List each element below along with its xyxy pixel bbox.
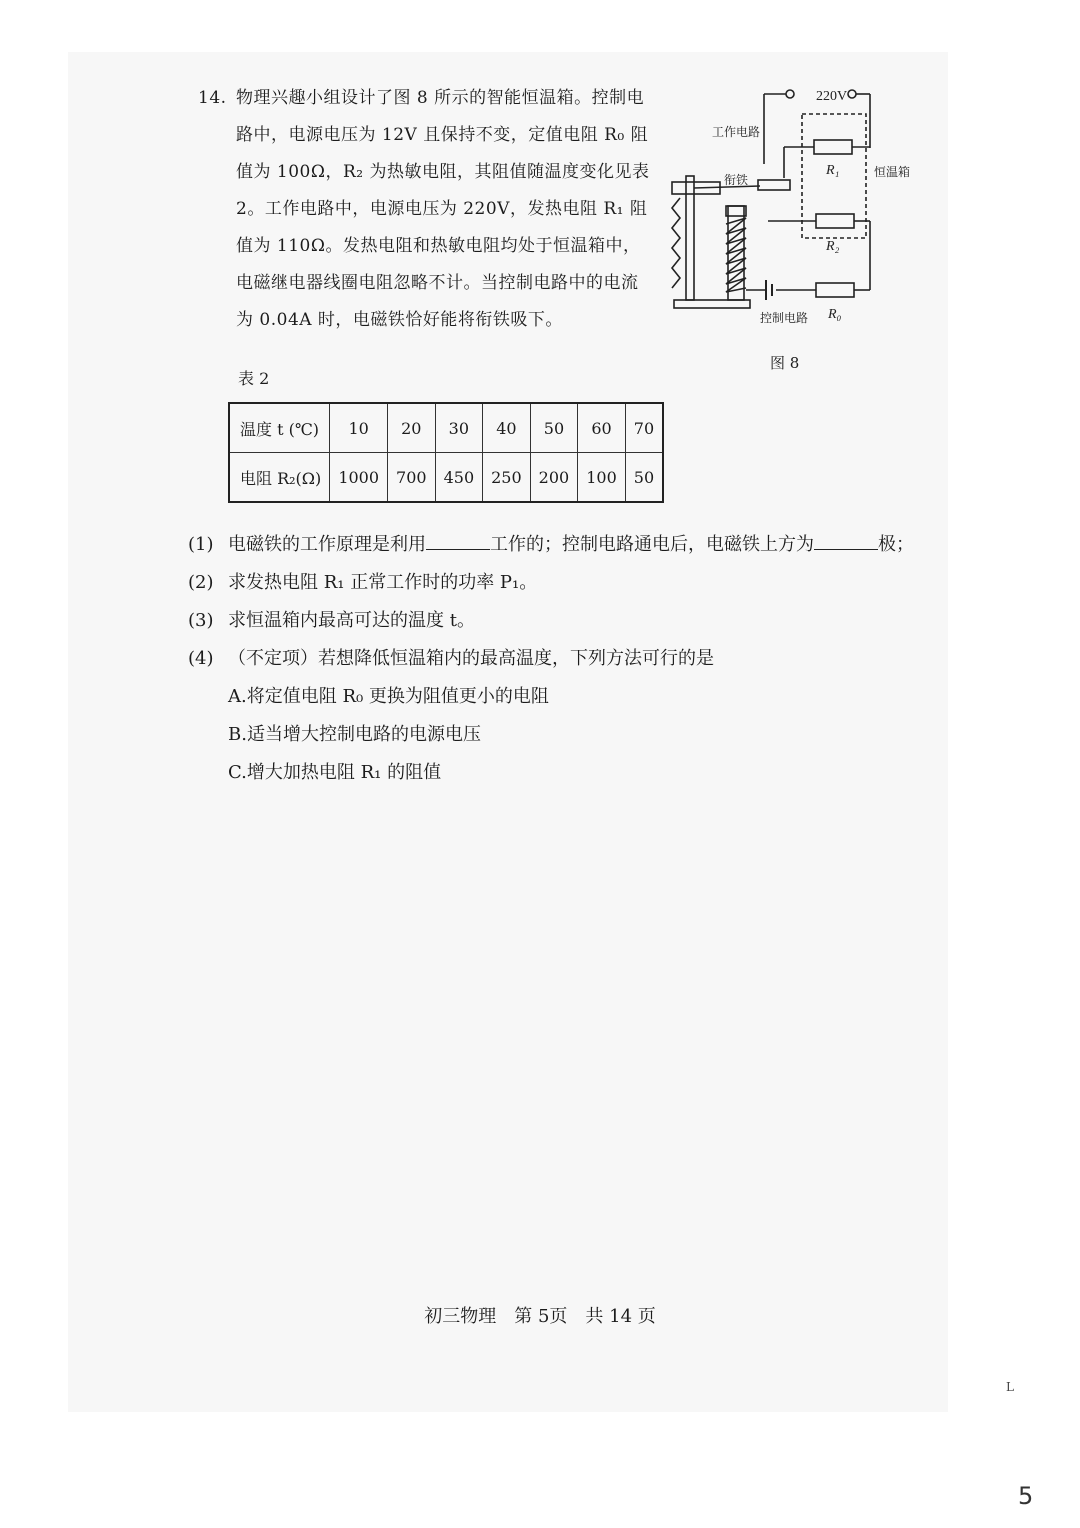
temperature-resistance-table [228,402,664,503]
r2-label: R₂ [826,239,840,254]
table-row [229,403,663,453]
stem-line: 路中，电源电压为 12V 且保持不变，定值电阻 R₀ 阻 [236,125,649,145]
question-number: 14. [198,88,227,108]
voltage-label: 220V [816,89,848,104]
table-row [229,453,663,503]
table-cell: 40 [483,403,531,453]
table-caption: 表 2 [238,369,270,388]
figure-caption: 图 8 [770,354,800,372]
row-header: 温度 t (℃) [229,403,330,453]
sub-question-3: (3) 求恒温箱内最高可达的温度 t。 [188,610,475,631]
stem-line: 2。工作电路中，电源电压为 220V，发热电阻 R₁ 阻 [236,199,648,219]
r1-label: R₁ [826,163,840,178]
thermostat-box-label: 恒温箱 [874,165,911,179]
stem-line: 为 0.04A 时，电磁铁恰好能将衔铁吸下。 [236,310,563,330]
stem-line: 值为 100Ω，R₂ 为热敏电阻，其阻值随温度变化见表 [236,162,650,182]
table-cell: 1000 [330,453,388,503]
table-cell: 20 [388,403,436,453]
question-14-stem [198,80,648,339]
table-cell: 10 [330,403,388,453]
r0-label: R₀ [828,307,842,322]
sub-questions [188,526,928,792]
page-footer: 初三物理 第 5页 共 14 页 [424,1306,656,1327]
table-cell: 70 [625,403,663,453]
row-header: 电阻 R₂(Ω) [229,453,330,503]
option-a: A.将定值电阻 R₀ 更换为阻值更小的电阻 [228,686,549,707]
stem-line: 值为 110Ω。发热电阻和热敏电阻均处于恒温箱中， [236,236,641,256]
work-circuit-label: 工作电路 [712,125,761,139]
sub-question-4: (4) （不定项）若想降低恒温箱内的最高温度，下列方法可行的是 [188,648,714,669]
stem-line: 电磁继电器线圈电阻忽略不计。当控制电路中的电流 [236,273,639,293]
table-cell: 60 [578,403,626,453]
stem-line: 14. 物理兴趣小组设计了图 8 所示的智能恒温箱。控制电 [198,80,648,117]
sub-question-1: (1) 电磁铁的工作原理是利用 工作的；控制电路通电后，电磁铁上方为 极； [188,526,928,564]
option-c: C.增大加热电阻 R₁ 的阻值 [228,762,442,783]
table-cell: 200 [530,453,578,503]
circuit-diagram [668,78,928,348]
answer-blank [426,529,490,550]
table-cell: 30 [435,403,483,453]
table-cell: 700 [388,453,436,503]
answer-blank [814,529,878,550]
table-cell: 100 [578,453,626,503]
sub-question-2: (2) 求发热电阻 R₁ 正常工作时的功率 P₁。 [188,572,538,593]
corner-mark: L [1006,1380,1014,1394]
table-cell: 250 [483,453,531,503]
control-circuit-label: 控制电路 [760,311,809,325]
table-cell: 50 [625,453,663,503]
armature-label: 衔铁 [724,173,749,187]
table-cell: 50 [530,403,578,453]
page-number: 5 [1018,1482,1034,1510]
option-b: B.适当增大控制电路的电源电压 [228,724,481,745]
table-cell: 450 [435,453,483,503]
